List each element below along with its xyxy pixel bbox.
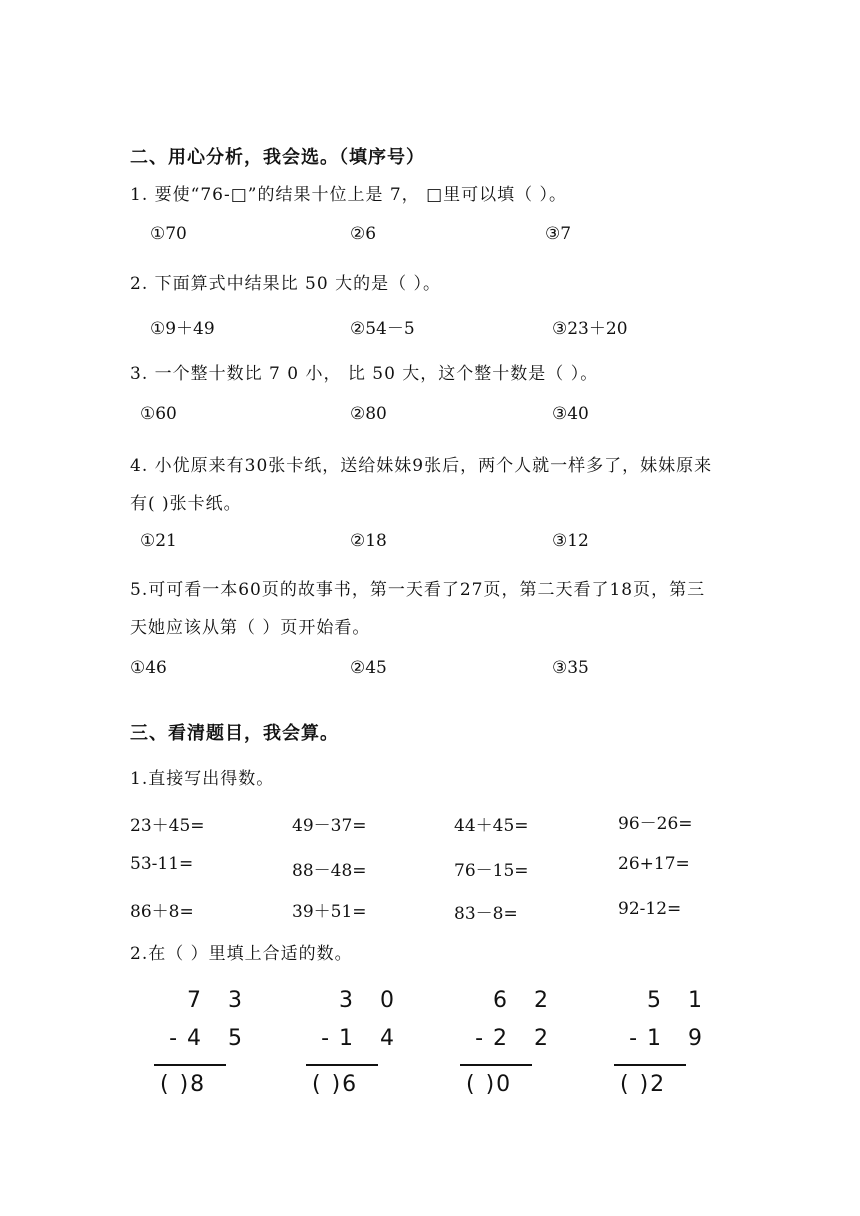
subtrahend: -1 9: [629, 1026, 712, 1051]
calc-item: 83－8=: [454, 904, 518, 924]
minuend: 7 3: [187, 988, 252, 1013]
question-1: 1. 要使“76-□”的结果十位上是 7， □里可以填（ ）。: [130, 185, 568, 205]
section-3-title: 三、看清题目，我会算。: [130, 723, 339, 744]
question-2: 2. 下面算式中结果比 50 大的是（ ）。: [130, 274, 441, 294]
minuend: 6 2: [493, 988, 558, 1013]
subtrahend: -2 2: [475, 1026, 558, 1051]
calc-item: 26+17=: [618, 854, 690, 874]
answer-blank: ( )8: [160, 1072, 207, 1097]
answer-blank: ( )0: [466, 1072, 513, 1097]
q2-option-1: ①9＋49: [150, 319, 215, 339]
question-3: 3. 一个整十数比 7 0 小， 比 50 大，这个整十数是（ ）。: [130, 364, 599, 384]
answer-blank: ( )6: [312, 1072, 359, 1097]
q1-option-2: ②6: [350, 224, 377, 244]
question-5-line-2: 天她应该从第（ ）页开始看。: [130, 618, 371, 638]
section-3-question-2: 2.在（ ）里填上合适的数。: [130, 944, 353, 964]
vertical-problem: [460, 988, 580, 1108]
q4-option-3: ③12: [552, 531, 589, 551]
q4-option-1: ①21: [140, 531, 177, 551]
q3-option-1: ①60: [140, 404, 177, 424]
q2-option-2: ②54－5: [350, 319, 415, 339]
result-line: [460, 1064, 532, 1066]
calc-item: 96－26=: [618, 814, 693, 834]
result-line: [306, 1064, 378, 1066]
section-2-title: 二、用心分析，我会选。（填序号）: [130, 147, 425, 168]
q1-option-3: ③7: [545, 224, 572, 244]
q1-option-1: ①70: [150, 224, 187, 244]
calc-item: 88－48=: [292, 861, 367, 881]
calc-item: 92-12=: [618, 899, 682, 919]
q5-option-2: ②45: [350, 658, 387, 678]
minuend: 3 0: [339, 988, 404, 1013]
question-4-line-2: 有( )张卡纸。: [130, 494, 242, 514]
q4-option-2: ②18: [350, 531, 387, 551]
calc-item: 76－15=: [454, 861, 529, 881]
question-4: 4. 小优原来有30张卡纸，送给妹妹9张后，两个人就一样多了，妹妹原来: [130, 456, 713, 476]
result-line: [614, 1064, 686, 1066]
calc-item: 44＋45=: [454, 816, 529, 836]
subtrahend: -1 4: [321, 1026, 404, 1051]
calc-item: 53-11=: [130, 854, 194, 874]
q3-option-3: ③40: [552, 404, 589, 424]
question-5: 5.可可看一本60页的故事书，第一天看了27页，第二天看了18页，第三: [130, 580, 706, 600]
q3-option-2: ②80: [350, 404, 387, 424]
calc-item: 39＋51=: [292, 902, 367, 922]
vertical-problem: [154, 988, 274, 1108]
vertical-problem: [614, 988, 734, 1108]
calc-item: 23＋45=: [130, 816, 205, 836]
vertical-problem: [306, 988, 426, 1108]
q2-option-3: ③23＋20: [552, 319, 628, 339]
subtrahend: -4 5: [169, 1026, 252, 1051]
calc-item: 49－37=: [292, 816, 367, 836]
result-line: [154, 1064, 226, 1066]
section-3-question-1: 1.直接写出得数。: [130, 769, 275, 789]
q5-option-1: ①46: [130, 658, 167, 678]
q5-option-3: ③35: [552, 658, 589, 678]
answer-blank: ( )2: [620, 1072, 667, 1097]
minuend: 5 1: [647, 988, 712, 1013]
calc-item: 86＋8=: [130, 902, 194, 922]
